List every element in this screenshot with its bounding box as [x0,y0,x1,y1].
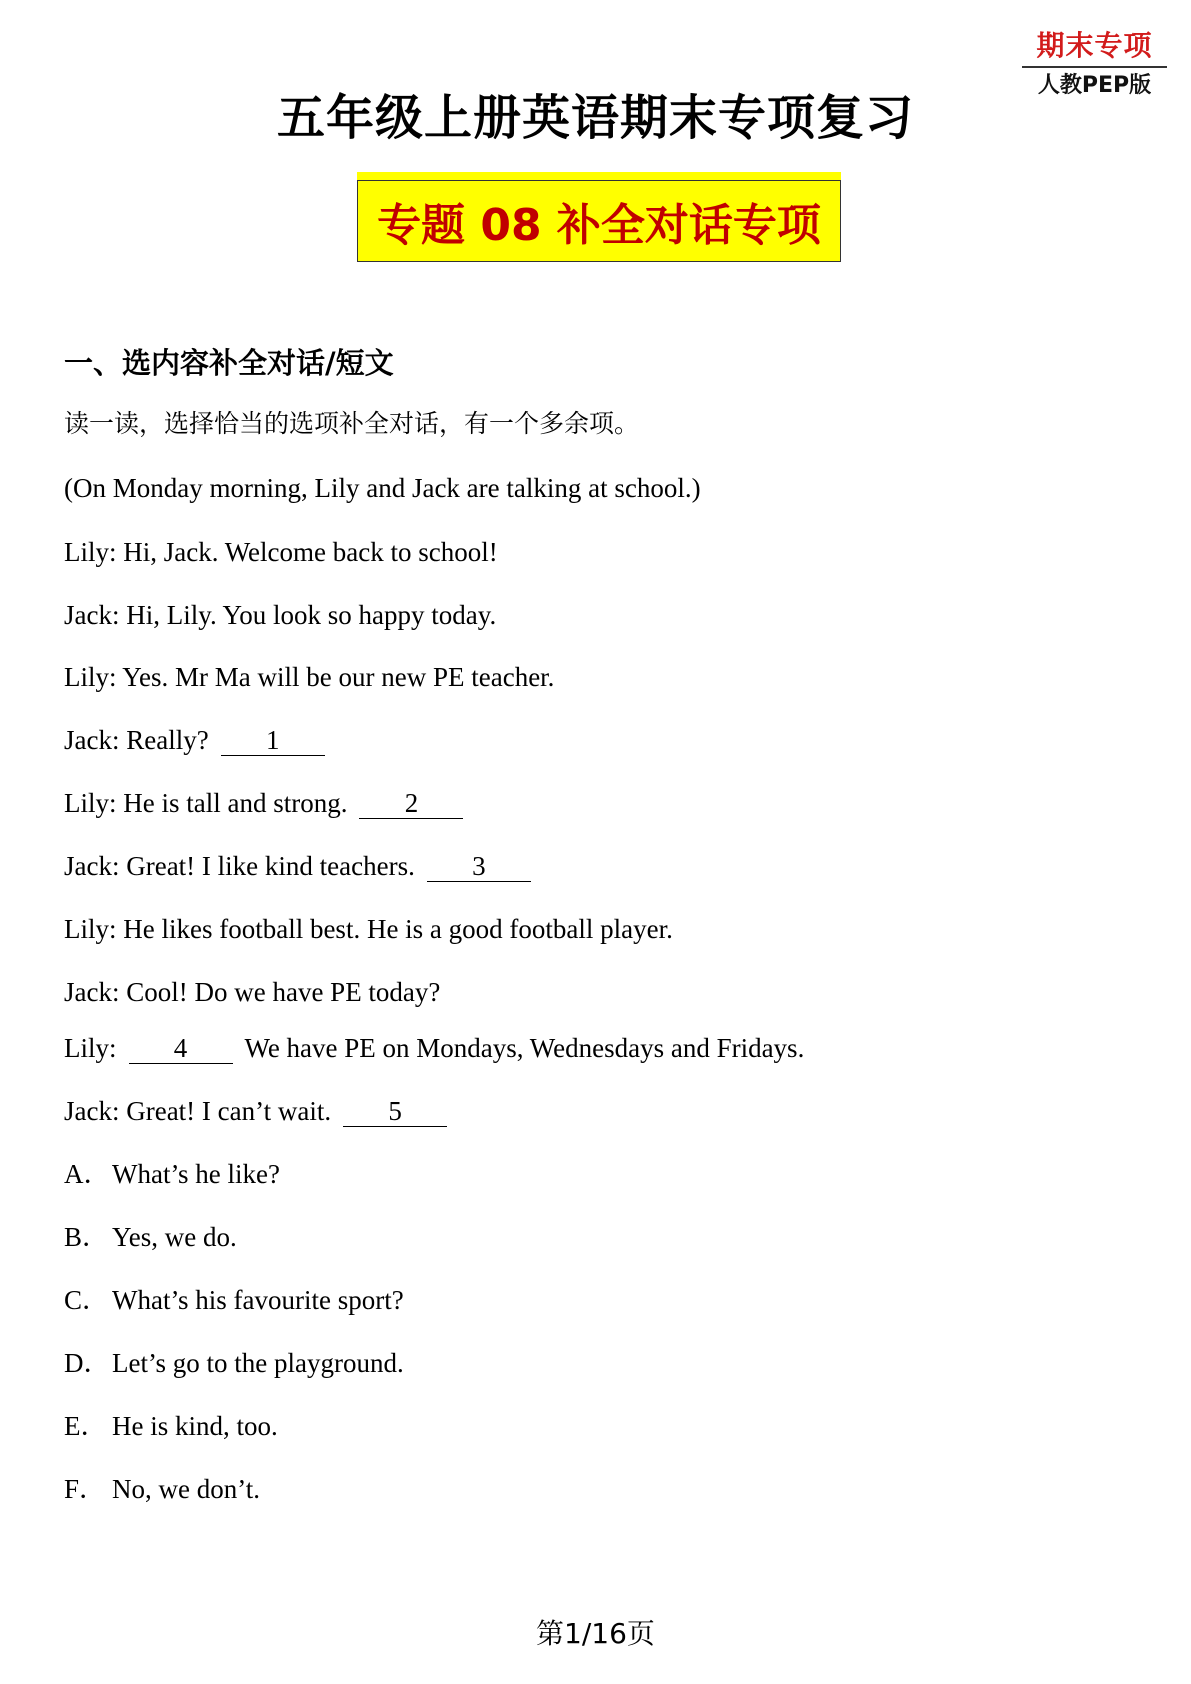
badge-divider [1022,66,1167,68]
badge-title: 期末专项 [1036,29,1153,62]
option-letter: A． [64,1159,111,1189]
dialogue-text: Jack: Hi, Lily. You look so happy today. [64,600,497,630]
dialogue-line [64,659,554,695]
option-f [64,1471,260,1507]
dialogue-text: Jack: Really? [64,725,209,755]
dialogue-text: Lily: He likes football best. He is a good football player. [64,914,673,944]
context-text: (On Monday morning, Lily and Jack are talking at school.) [64,473,701,503]
option-text: Let’s go to the playground. [112,1348,404,1378]
dialogue-text: Jack: Great! I like kind teachers. [64,851,415,881]
dialogue-text: Lily: Hi, Jack. Welcome back to school! [64,537,498,567]
option-letter: F． [64,1474,107,1504]
topic-banner-strip [357,172,841,180]
instruction-text: 读一读，选择恰当的选项补全对话，有一个多余项。 [64,409,640,438]
answer-blank-4[interactable]: 4 [129,1033,233,1064]
option-b [64,1219,237,1255]
dialogue-line [64,597,496,633]
option-text: What’s he like? [112,1159,280,1189]
dialogue-line [64,848,543,884]
option-a [64,1156,280,1192]
option-text: He is kind, too. [112,1411,278,1441]
option-letter: B． [64,1222,110,1252]
dialogue-text: Jack: Cool! Do we have PE today? [64,977,441,1007]
page-number: 第1/16页 [536,1617,655,1650]
dialogue-text: We have PE on Mondays, Wednesdays and Fridays. [244,1033,805,1063]
option-letter: E． [64,1411,108,1441]
dialogue-line [64,722,337,758]
option-e [64,1408,278,1444]
option-c [64,1282,404,1318]
option-d [64,1345,404,1381]
option-letter: C． [64,1285,110,1315]
topic-banner [357,172,841,262]
dialogue-line [64,1093,459,1129]
option-letter: D． [64,1348,111,1378]
answer-blank-1[interactable]: 1 [221,725,325,756]
dialogue-line [64,911,673,947]
dialogue-text: Lily: Yes. Mr Ma will be our new PE teacher. [64,662,555,692]
topic-title: 专题 08 补全对话专项 [377,200,821,251]
page-title: 五年级上册英语期末专项复习 [276,90,914,146]
badge-edition: 人教PEP版 [1037,73,1152,98]
dialogue-line [64,534,498,570]
answer-blank-5[interactable]: 5 [343,1096,447,1127]
option-text: No, we don’t. [112,1474,260,1504]
dialogue-text: Lily: He is tall and strong. [64,788,348,818]
option-text: What’s his favourite sport? [112,1285,404,1315]
dialogue-line [64,785,475,821]
dialogue-text: Jack: Great! I can’t wait. [64,1096,332,1126]
answer-blank-3[interactable]: 3 [427,851,531,882]
answer-blank-2[interactable]: 2 [359,788,463,819]
dialogue-text: Lily: [64,1033,117,1063]
topic-banner-box [357,180,841,262]
section-heading: 一、选内容补全对话/短文 [64,346,394,380]
dialogue-line [64,1030,804,1066]
dialogue-line [64,974,440,1010]
option-text: Yes, we do. [112,1222,237,1252]
